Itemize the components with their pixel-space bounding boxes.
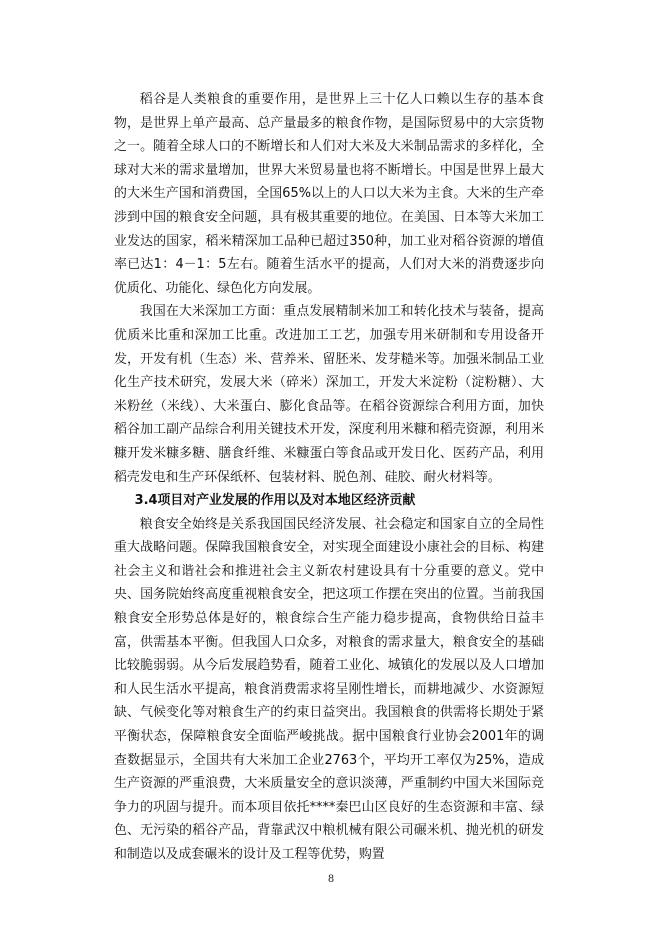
- page-body: [114, 88, 544, 867]
- paragraph-food-security: 粮食安全始终是关系我国国民经济发展、社会稳定和国家自立的全局性重大战略问题。保障我国粮食安全，对实现全面建设小康社会的目标、构建社会主义和谐社会和推进社会主义新农村建设具有十分重要的意义。党中央、国务院始终高度重视粮食安全，把这项工作摆在突出的位置。当前我国粮食安全形势总体是好的，粮食综合生产能力稳步提高，食物供给日益丰富，供需基本平衡。但我国人口众多，对粮食的需求量大，粮食安全的基础比较脆弱弱。从今后发展趋势看，随着工业化、城镇化的发展以及人口增加和人民生活水平提高，粮食消费需求将呈刚性增长，而耕地减少、水资源短缺、气候变化等对粮食生产的约束日益突出。我国粮食的供需将长期处于紧平衡状态，保障粮食安全面临严峻挑战。据中国粮食行业协会2001年的调查数据显示，全国共有大米加工企业2763个，平均开工率仅为25%，造成生产资源的严重浪费，大米质量安全的意识淡薄，严重制约中国大米国际竞争力的巩固与提升。而本项目依托****秦巴山区良好的生态资源和丰富、绿色、无污染的稻谷产品，背靠武汉中粮机械有限公司碾米机、抛光机的研发和制造以及成套碾米的设计及工程等优势，购置: [114, 516, 544, 862]
- section-heading: 3.4项目对产业发展的作用以及对本地区经济贡献: [134, 493, 416, 509]
- page-number: 8: [327, 874, 335, 885]
- paragraph-rice-importance: 稻谷是人类粮食的重要作用，是世界上三十亿人口赖以生存的基本食物，是世界上单产最高、总产量最多的粮食作物，是国际贸易中的大宗货物之一。随着全球人口的不断增长和人们对大米及大米制品需求的多样化，全球对大米的需求量增加，世界大米贸易量也将不断增长。中国是世界上最大的大米生产国和消费国，全国65%以上的人口以大米为主食。大米的生产牵涉到中国的粮食安全问题，具有极其重要的地位。在美国、日本等大米加工业发达的国家，稻米精深加工品种已超过350种，加工业对稻谷资源的增值率已达1：4－1：5左右。随着生活水平的提高，人们对大米的消费逐步向优质化、功能化、绿色化方向发展。: [114, 92, 544, 296]
- paragraph-deep-processing: 我国在大米深加工方面：重点发展精制米加工和转化技术与装备，提高优质米比重和深加工比重。改进加工工艺，加强专用米研制和专用设备开发，开发有机（生态）米、营养米、留胚米、发芽糙米等。加强米制品工业化生产技术研究，发展大米（碎米）深加工，开发大米淀粉（淀粉糖）、大米粉丝（米线）、大米蛋白、膨化食品等。在稻谷资源综合利用方面，加快稻谷加工副产品综合利用关键技术开发，深度利用米糠和稻壳资源，利用米糠开发米糠多糖、膳食纤维、米糠蛋白等食品或开发日化、医药产品，利用稻壳发电和生产环保纸杯、包装材料、脱色剂、硅胶、耐火材料等。: [114, 304, 544, 485]
